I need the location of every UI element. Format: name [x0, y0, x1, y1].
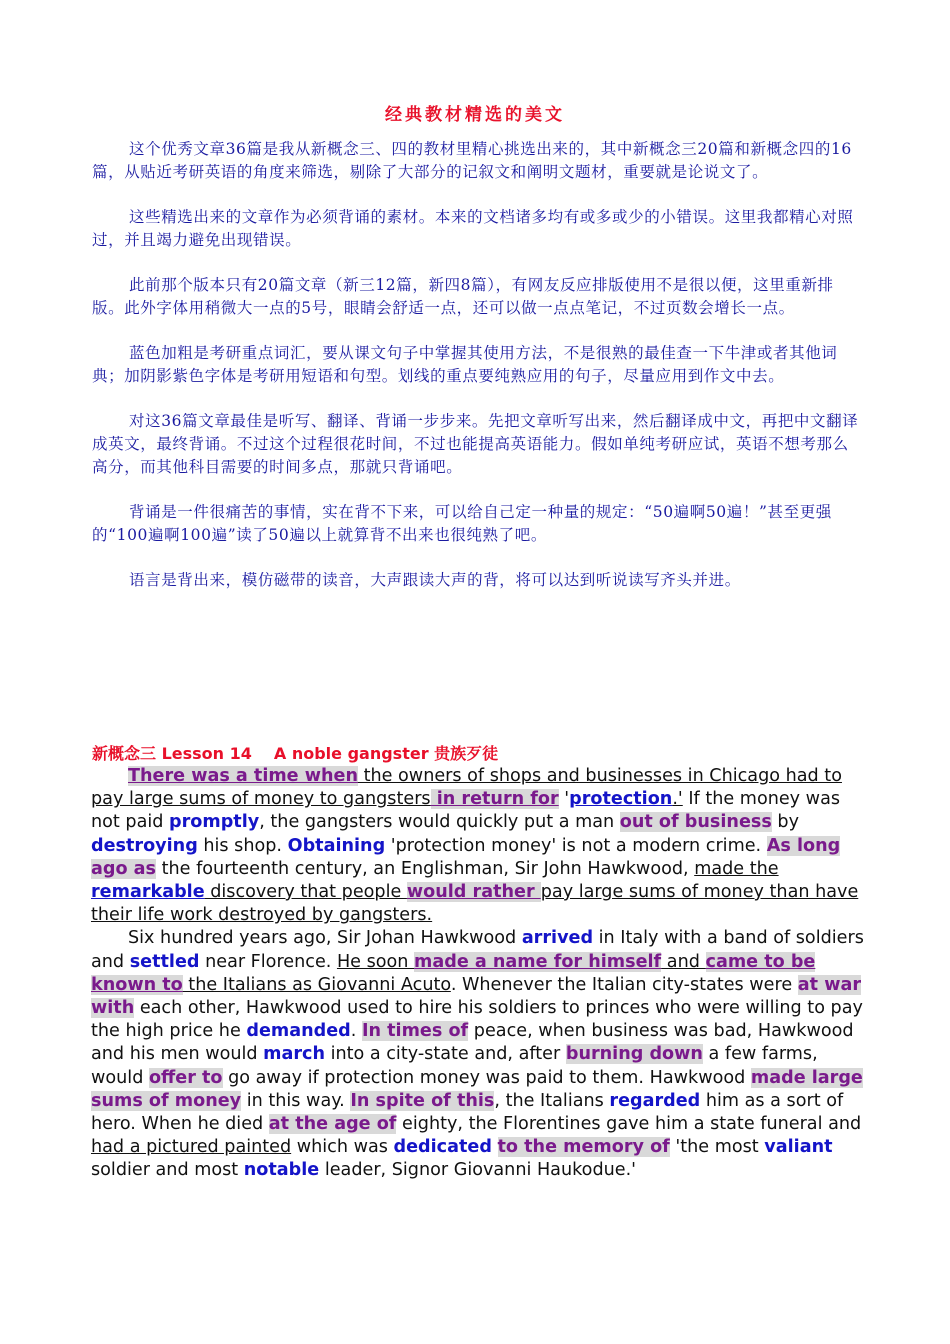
key-phrase: burning down [565, 1044, 703, 1065]
text-run: him as a sort of hero. When he died [91, 1090, 844, 1135]
intro-paragraph: 这些精选出来的文章作为必须背诵的素材。本来的文档诸多均有或多或少的小错误。这里我都精心对照过，并且竭力避免出现错误。 [92, 208, 854, 249]
text-run: which was [291, 1137, 394, 1158]
text-run: , the Italians [494, 1090, 610, 1111]
text-run: . [350, 1021, 362, 1042]
key-word: dedicated [393, 1137, 492, 1158]
text-run: the fourteenth century, an Englishman, Sir John Hawkwood, [156, 858, 695, 879]
key-word: destroying [91, 835, 198, 856]
intro-paragraph: 此前那个版本只有20篇文章（新三12篇，新四8篇），有网友反应排版使用不是很以便，这里重新排版。此外字体用稍微大一点的5号，眼睛会舒适一点，还可以做一点点笔记，不过页数会增长一点。 [92, 276, 834, 317]
intro-paragraph: 对这36篇文章最佳是听写、翻译、背诵一步步来。先把文章听写出来，然后翻译成中文，再把中文翻译成英文，最终背诵。不过这个过程很花时间，不过也能提高英语能力。假如单纯考研应试，英语不想考那么高分，而其他科目需要的时间多点，那就只背诵吧。 [92, 412, 859, 476]
key-word: Obtaining [287, 835, 386, 856]
text-run: each other, Hawkwood used to hire his soldiers to princes who were willing to pay the high price he [91, 998, 863, 1042]
key-word: protection [569, 789, 673, 810]
lesson-heading [92, 741, 498, 764]
text-run: had a pictured painted [91, 1137, 292, 1158]
text-run: and [661, 951, 706, 972]
text-run: 'protection money' is not a modern crime. [385, 835, 767, 856]
text-run: He soon [336, 951, 415, 972]
text-run: If the money was not paid [91, 789, 841, 833]
text-run: eighty, the Florentines gave him a state funeral and [396, 1114, 862, 1135]
key-phrase: offer to [148, 1067, 223, 1088]
text-run: a few farms, would [91, 1044, 818, 1088]
text-run: near Florence. [199, 951, 337, 972]
key-phrase: made a name for himself [414, 951, 662, 972]
key-word: demanded [246, 1021, 351, 1042]
text-run: by [771, 812, 800, 833]
text-run: in this way. [241, 1090, 351, 1111]
key-phrase: made large sums of money [91, 1067, 863, 1111]
lesson-number: 新概念三 Lesson 14 [92, 744, 252, 763]
lesson-paragraph-2 [91, 927, 866, 1182]
key-phrase: to the memory of [497, 1137, 670, 1158]
key-phrase: out of business [619, 812, 772, 833]
intro-paragraph: 这个优秀文章36篇是我从新概念三、四的教材里精心挑选出来的，其中新概念三20篇和新概念四的16篇，从贴近考研英语的角度来筛选，剔除了大部分的记叙文和阐明文题材，重要就是论说文了。 [92, 140, 852, 181]
text-run: into a city-state and, after [325, 1044, 566, 1065]
text-run: .' [672, 789, 683, 810]
lesson-text [91, 765, 866, 1183]
key-phrase: in return for [430, 789, 559, 810]
key-word: promptly [169, 812, 260, 833]
key-phrase: would rather [406, 882, 541, 903]
key-word: notable [243, 1160, 320, 1181]
intro-paragraph: 蓝色加粗是考研重点词汇，要从课文句子中掌握其使用方法，不是很熟的最佳查一下牛津或者其他词典；加阴影紫色字体是考研用短语和句型。划线的重点要纯熟应用的句子，尽量应用到作文中去。 [92, 344, 838, 385]
text-run: pay large sums of money than have their life work destroyed by gangsters. [91, 882, 859, 926]
page-title: 经典教材精选的美文 [385, 105, 565, 125]
intro-paragraph: 背诵是一件很痛苦的事情，实在背不下来，可以给自己定一种量的规定：“50遍啊50遍！”甚至更强的“100遍啊100遍”读了50遍以上就算背不出来也很纯熟了吧。 [92, 503, 832, 544]
text-run: go away if protection money was paid to them. Hawkwood [222, 1067, 751, 1088]
text-run: made the [694, 858, 779, 879]
text-run: in Italy with a band of soldiers and [91, 928, 864, 972]
text-run: leader, Signor Giovanni Haukodue.' [319, 1160, 637, 1181]
key-word: remarkable [91, 882, 205, 903]
key-phrase: As long ago as [91, 835, 841, 879]
text-run [492, 1137, 498, 1157]
key-phrase: In spite of this [350, 1090, 495, 1111]
intro-section [92, 138, 862, 614]
key-phrase: There was a time when [128, 766, 358, 786]
text-run: his shop. [197, 835, 288, 856]
text-run: . Whenever the Italian city-states were [450, 974, 798, 995]
text-run: Six hundred years ago, Sir Johan Hawkwood [128, 928, 522, 949]
key-phrase: came to be known to [91, 951, 816, 995]
text-run: the owners of shops and businesses in Chicago had to pay large sums of money to gangsters [91, 766, 842, 810]
lesson-title: A noble gangster 贵族歹徒 [273, 744, 499, 763]
text-run: 'the most [669, 1137, 765, 1158]
key-phrase: at war with [91, 974, 861, 1019]
key-word: settled [129, 951, 200, 972]
text-run: ' [558, 789, 570, 810]
key-word: regarded [609, 1090, 701, 1111]
text-run: , the gangsters would quickly put a man [259, 812, 620, 833]
text-run: soldier and most [91, 1160, 244, 1181]
key-word: march [263, 1044, 325, 1065]
key-word: arrived [521, 928, 594, 949]
lesson-paragraph-1 [91, 765, 866, 927]
text-run: the Italians as Giovanni Acuto [182, 974, 451, 995]
key-phrase: In times of [361, 1021, 469, 1042]
key-word: valiant [764, 1137, 833, 1158]
text-run: discovery that people [204, 882, 407, 903]
text-run: peace, when business was bad, Hawkwood and his men would [91, 1021, 854, 1065]
key-phrase: at the age of [268, 1114, 397, 1135]
intro-paragraph: 语言是背出来，模仿磁带的读音，大声跟读大声的背，将可以达到听说读写齐头并进。 [129, 571, 741, 589]
